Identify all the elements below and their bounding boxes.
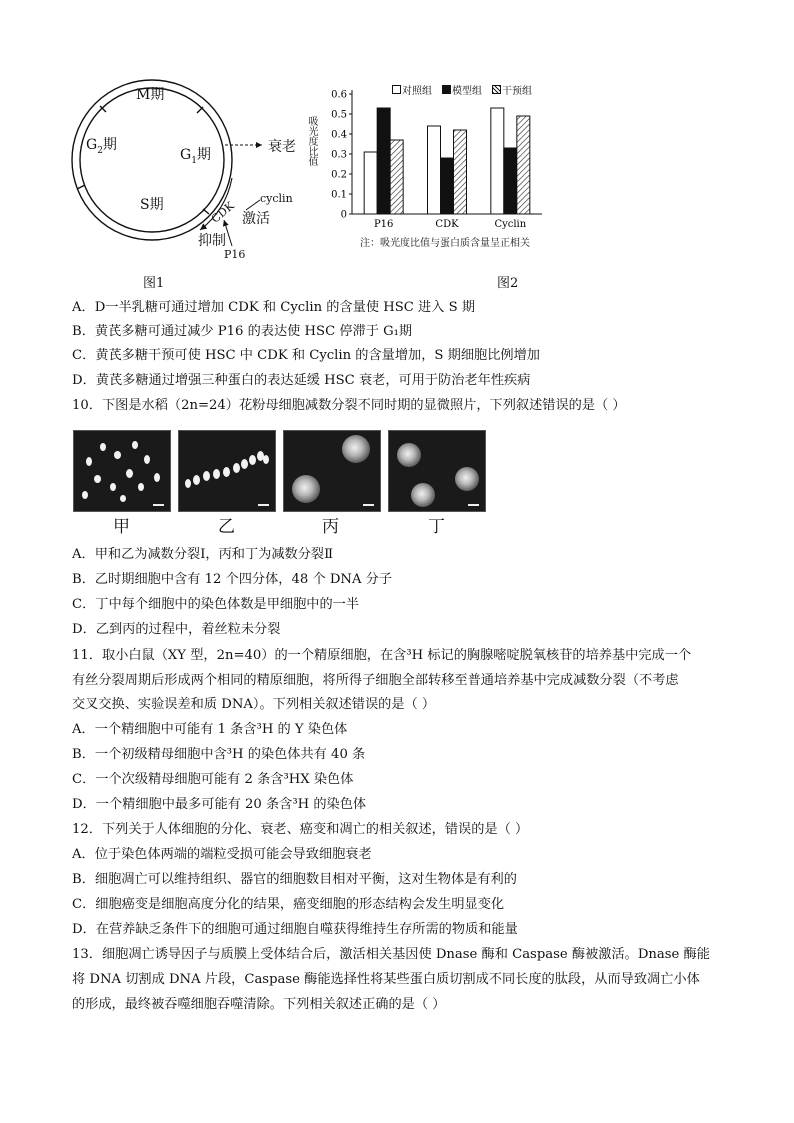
legend-item-control: 对照组 (392, 82, 432, 97)
q9-option-a: A．D一半乳糖可通过增加 CDK 和 Cyclin 的含量使 HSC 进入 S 期 (72, 300, 476, 315)
q12-option-c: C．细胞癌变是细胞高度分化的结果，癌变细胞的形态结构会发生明显变化 (72, 897, 505, 912)
micrograph-label-bing: 丙 (322, 517, 339, 537)
micrograph-jia (73, 430, 171, 512)
phase-s-label: S期 (140, 197, 164, 213)
q13-stem-line-2: 将 DNA 切割成 DNA 片段，Caspase 酶能选择性将某些蛋白质切割成不同长度的肽段，从而导致凋亡小体 (72, 972, 700, 987)
q10-stem: 10．下图是水稻（2n=24）花粉母细胞减数分裂不同时期的显微照片，下列叙述错误的是（ ） (72, 398, 626, 413)
q12-stem: 12．下列关于人体细胞的分化、衰老、癌变和凋亡的相关叙述，错误的是（ ） (72, 822, 529, 837)
q11-option-a: A．一个精细胞中可能有 1 条含³H 的 Y 染色体 (72, 722, 348, 737)
micrograph-ding (388, 430, 486, 512)
q10-option-d: D．乙到丙的过程中，着丝粒未分裂 (72, 622, 281, 637)
q10-option-b: B．乙时期细胞中含有 12 个四分体，48 个 DNA 分子 (72, 572, 393, 587)
activate-label: 激活 (242, 211, 270, 227)
chart-bar (491, 108, 504, 214)
q11-option-c: C．一个次级精母细胞可能有 2 条含³HX 染色体 (72, 772, 354, 787)
q10-option-c: C．丁中每个细胞中的染色体数是甲细胞中的一半 (72, 597, 360, 612)
q11-option-d: D．一个精细胞中最多可能有 20 条含³H 的染色体 (72, 797, 367, 812)
micrograph-label-ding: 丁 (428, 517, 445, 537)
q9-option-c: C．黄芪多糖干预可使 HSC 中 CDK 和 Cyclin 的含量增加，S 期细胞比例增加 (72, 348, 540, 363)
q11-stem-line-1: 11．取小白鼠（XY 型，2n=40）的一个精原细胞，在含³H 标记的胸腺嘧啶脱氧核苷的培养基中完成一个 (72, 648, 692, 663)
chart-y-tick-label: 0.6 (331, 89, 347, 101)
figure-1-cell-cycle (60, 70, 310, 280)
micrograph-bing (283, 430, 381, 512)
phase-m-label: M期 (136, 87, 165, 103)
q13-stem-line-3: 的形成，最终被吞噬细胞吞噬清除。下列相关叙述正确的是（ ） (72, 997, 446, 1012)
phase-g1-label: $G_1$期 (180, 147, 211, 166)
figure-2-caption: 图2 (497, 276, 519, 291)
micrograph-yi (178, 430, 276, 512)
chart-bar (441, 158, 454, 214)
q11-stem-line-3: 交叉交换、实验误差和质 DNA）。下列相关叙述错误的是（ ） (72, 697, 436, 712)
chart-bar (504, 148, 517, 214)
chart-y-tick-label: 0.1 (331, 189, 347, 201)
chart-x-tick-label: Cyclin (494, 219, 527, 230)
chart-bar (454, 130, 467, 214)
chart-bar (377, 108, 390, 214)
phase-g2-label: $G_2$期 (86, 137, 117, 156)
cyclin-label: cyclin (260, 192, 293, 205)
q12-option-a: A．位于染色体两端的端粒受损可能会导致细胞衰老 (72, 847, 372, 862)
chart-ylabel: 吸光度比值 (306, 116, 317, 166)
legend-item-model: 模型组 (442, 82, 482, 97)
chart-bar (517, 116, 530, 214)
chart-legend (392, 82, 532, 97)
legend-item-intervention: 干预组 (492, 82, 532, 97)
chart-y-tick-label: 0.5 (331, 109, 347, 121)
chart-bar (390, 140, 403, 214)
q10-option-a: A．甲和乙为减数分裂Ⅰ，丙和丁为减数分裂Ⅱ (72, 547, 334, 562)
inhibit-label: 抑制 (198, 233, 226, 249)
chart-bar (428, 126, 441, 214)
chart-y-tick-label: 0.4 (331, 129, 347, 141)
figure-2-bar-chart (300, 76, 570, 256)
bar-chart-svg (300, 76, 570, 256)
chart-x-tick-label: P16 (373, 219, 394, 230)
q9-option-b: B．黄芪多糖可通过减少 P16 的表达使 HSC 停滞于 G₁期 (72, 324, 413, 339)
q9-option-d: D．黄芪多糖通过增强三种蛋白的表达延缓 HSC 衰老，可用于防治老年性疾病 (72, 373, 531, 388)
q12-option-b: B．细胞凋亡可以维持组织、器官的细胞数目相对平衡，这对生物体是有利的 (72, 872, 517, 887)
q11-option-b: B．一个初级精母细胞中含³H 的染色体共有 40 条 (72, 747, 366, 762)
q11-stem-line-2: 有丝分裂周期后形成两个相同的精原细胞，将所得子细胞全部转移至普通培养基中完成减数分裂（不考虑 (72, 673, 679, 688)
chart-y-tick-label: 0.2 (331, 169, 347, 181)
q12-option-d: D．在营养缺乏条件下的细胞可通过细胞自噬获得维持生存所需的物质和能量 (72, 922, 518, 937)
figure-1-caption: 图1 (143, 276, 165, 291)
chart-y-tick-label: 0 (340, 209, 347, 221)
senescence-label: 衰老 (268, 139, 296, 155)
chart-y-tick-label: 0.3 (331, 149, 347, 161)
chart-x-tick-label: CDK (435, 219, 459, 230)
cell-cycle-diagram (60, 70, 310, 280)
micrograph-label-jia: 甲 (113, 517, 130, 537)
cdk-label: CDK (208, 199, 237, 226)
chart-note: 注：吸光度比值与蛋白质含量呈正相关 (360, 238, 530, 249)
p16-label: P16 (224, 248, 246, 261)
micrograph-label-yi: 乙 (218, 517, 235, 537)
chart-bar (364, 152, 377, 214)
q13-stem-line-1: 13．细胞凋亡诱导因子与质膜上受体结合后，激活相关基因使 Dnase 酶和 Caspase 酶被激活。Dnase 酶能 (72, 947, 710, 962)
